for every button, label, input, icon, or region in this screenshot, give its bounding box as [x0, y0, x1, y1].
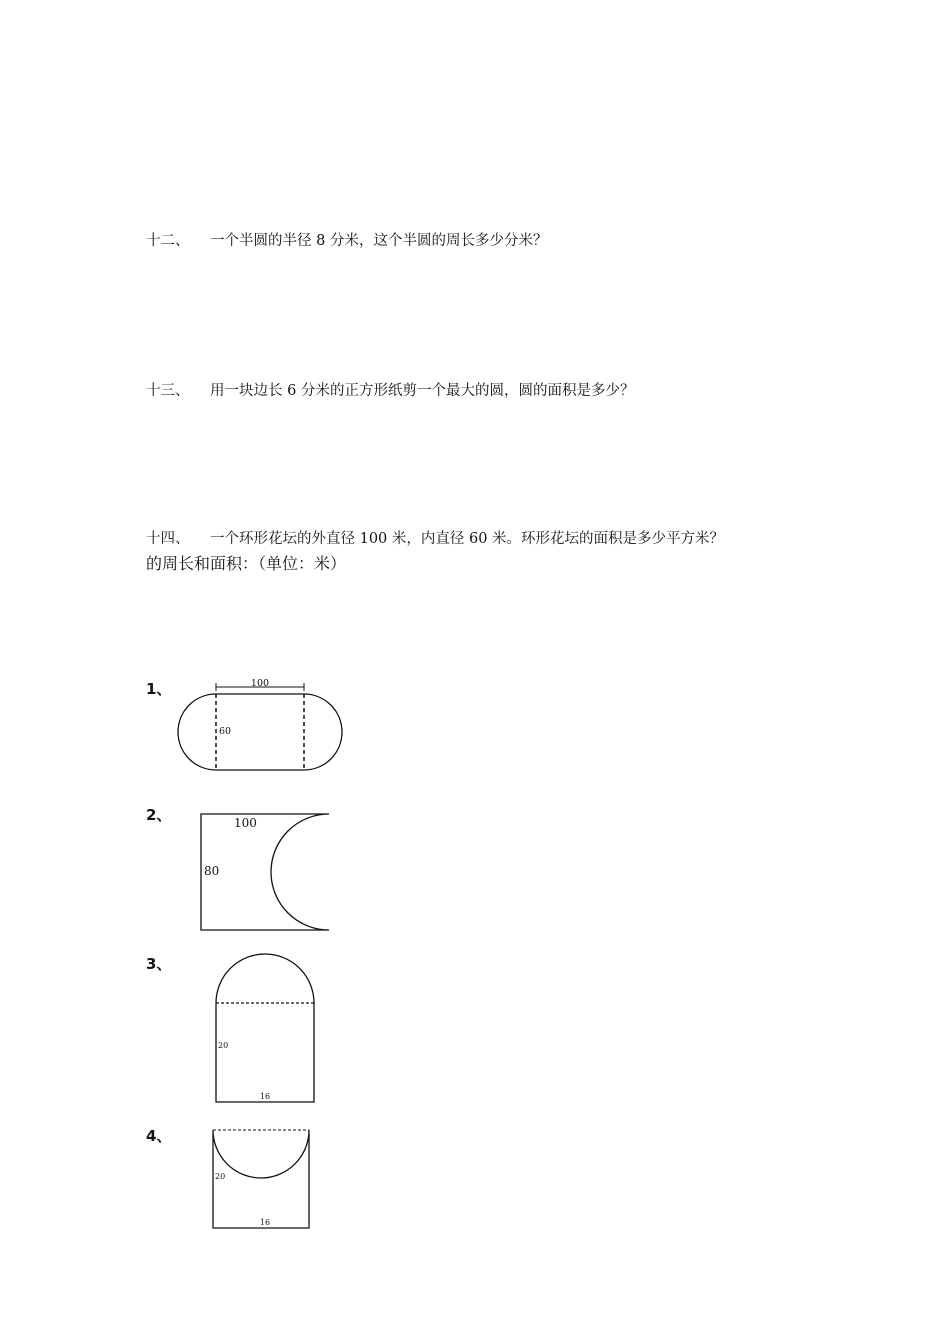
question-12 — [146, 229, 547, 250]
question-text: 用一块边长 6 分米的正方形纸剪一个最大的圆，圆的面积是多少？ — [210, 383, 635, 399]
dim-height: 20 — [215, 1172, 226, 1181]
figure-2-label: 2、 — [146, 806, 172, 824]
dim-height: 20 — [218, 1041, 229, 1050]
dim-width: 80 — [204, 864, 220, 878]
dim-width: 60 — [219, 726, 232, 737]
question-13 — [146, 379, 634, 400]
question-number: 十二、 — [146, 233, 190, 249]
figure-instruction: 的周长和面积：（单位：米） — [146, 554, 347, 573]
question-14 — [146, 527, 724, 548]
figure-3-rect-with-semicircle-top — [210, 950, 330, 1110]
dim-width: 16 — [259, 1218, 271, 1227]
figure-2-rect-with-semicircle-cut — [198, 810, 338, 940]
question-text: 一个半圆的半径 8 分米，这个半圆的周长多少分米？ — [210, 233, 548, 249]
dim-length: 100 — [250, 678, 270, 689]
question-number: 十四、 — [146, 531, 190, 547]
figure-1-label: 1、 — [146, 680, 172, 698]
figure-3-label: 3、 — [146, 955, 172, 973]
question-text: 一个环形花坛的外直径 100 米，内直径 60 米。环形花坛的面积是多少平方米？ — [210, 531, 725, 547]
question-number: 十三、 — [146, 383, 190, 399]
dim-width: 16 — [259, 1092, 271, 1101]
figure-4-rect-with-semicircle-cut-top — [208, 1125, 328, 1235]
figure-1-stadium — [180, 680, 340, 780]
dim-length: 100 — [234, 816, 257, 830]
figure-4-label: 4、 — [146, 1127, 172, 1145]
